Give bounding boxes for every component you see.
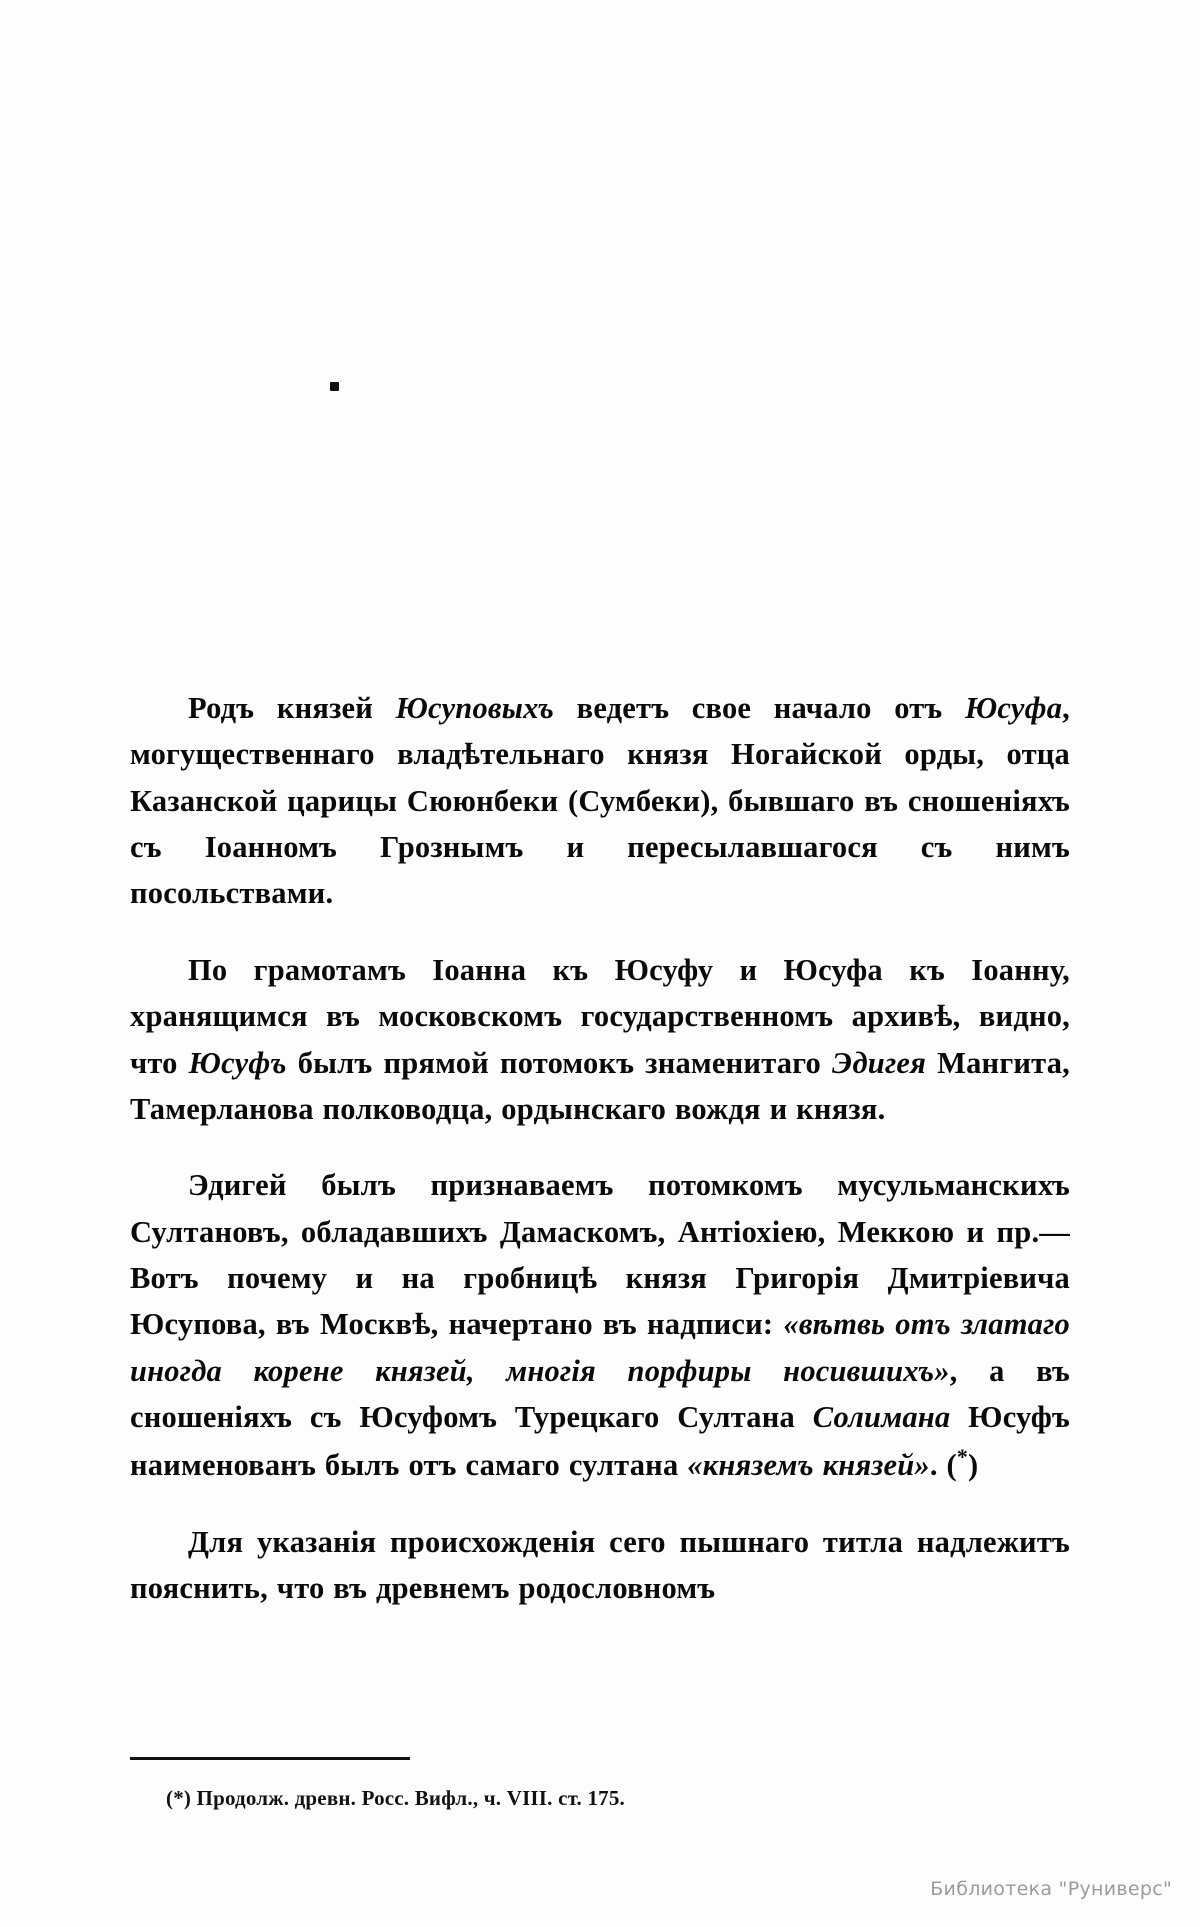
page-mark	[330, 382, 339, 391]
text-run: , а въ сношеніяхъ съ Юсуфомъ Турецкаго Султана	[130, 1353, 1070, 1435]
text-run: По грамотамъ Іоанна къ Юсуфу и Юсуфа къ Іоанну, хранящимся въ московскомъ государственномъ архивѣ, видно, что	[130, 952, 1070, 1080]
text-run: . (	[929, 1448, 957, 1483]
emphasis-text: Солимана	[812, 1400, 951, 1435]
footnote-divider	[130, 1757, 410, 1760]
text-run: Юсуфъ наименованъ былъ отъ самаго султана	[130, 1400, 1070, 1483]
paragraph-3	[130, 1162, 1070, 1489]
text-run: Для указанія происхожденія сего пышнаго титла надлежитъ пояснить, что въ древнемъ родословномъ	[130, 1524, 1070, 1606]
body-text	[130, 685, 1070, 1612]
text-run: былъ прямой потомокъ знаменитаго	[286, 1045, 832, 1080]
emphasis-text: «вѣтвь отъ златаго иногда корене князей, многія порфиры носившихъ»	[130, 1307, 1070, 1388]
library-watermark: Библиотека "Руниверс"	[930, 1878, 1172, 1900]
text-run: Мангита, Тамерланова полководца, ордынскаго вождя и князя.	[130, 1045, 1070, 1126]
paragraph-1	[130, 685, 1070, 917]
paragraph-4	[130, 1519, 1070, 1612]
emphasis-text: Юсуфа	[964, 691, 1063, 725]
text-run: , могущественнаго владѣтельнаго князя Ногайской орды, отца Казанской царицы Сююнбеки (Сумбеки), бывшаго въ сношеніяхъ съ Іоанномъ Грознымъ и пересылавшагося съ нимъ посольствами.	[130, 691, 1070, 911]
text-run: Родъ князей	[188, 691, 396, 725]
text-run: )	[968, 1448, 979, 1483]
emphasis-text: Юсуповыхъ	[395, 691, 555, 725]
emphasis-text: Юсуфъ	[188, 1045, 287, 1080]
emphasis-text: «княземъ князей»	[687, 1448, 930, 1483]
text-run: ведетъ свое начало отъ	[554, 691, 965, 725]
emphasis-text: Эдигея	[831, 1045, 927, 1080]
text-run: Эдигей былъ признаваемъ потомкомъ мусульманскихъ Султановъ, обладавшихъ Дамаскомъ, Антіохіею, Меккою и пр.—Вотъ почему и на гробницѣ князя Григорія Дмитріевича Юсупова, въ Москвѣ, начертано въ надписи:	[130, 1168, 1070, 1342]
footnote-marker: *	[956, 1444, 969, 1470]
footnote-text: (*) Продолж. древн. Росс. Вифл., ч. VIII. ст. 175.	[166, 1786, 625, 1810]
paragraph-2	[130, 947, 1070, 1132]
